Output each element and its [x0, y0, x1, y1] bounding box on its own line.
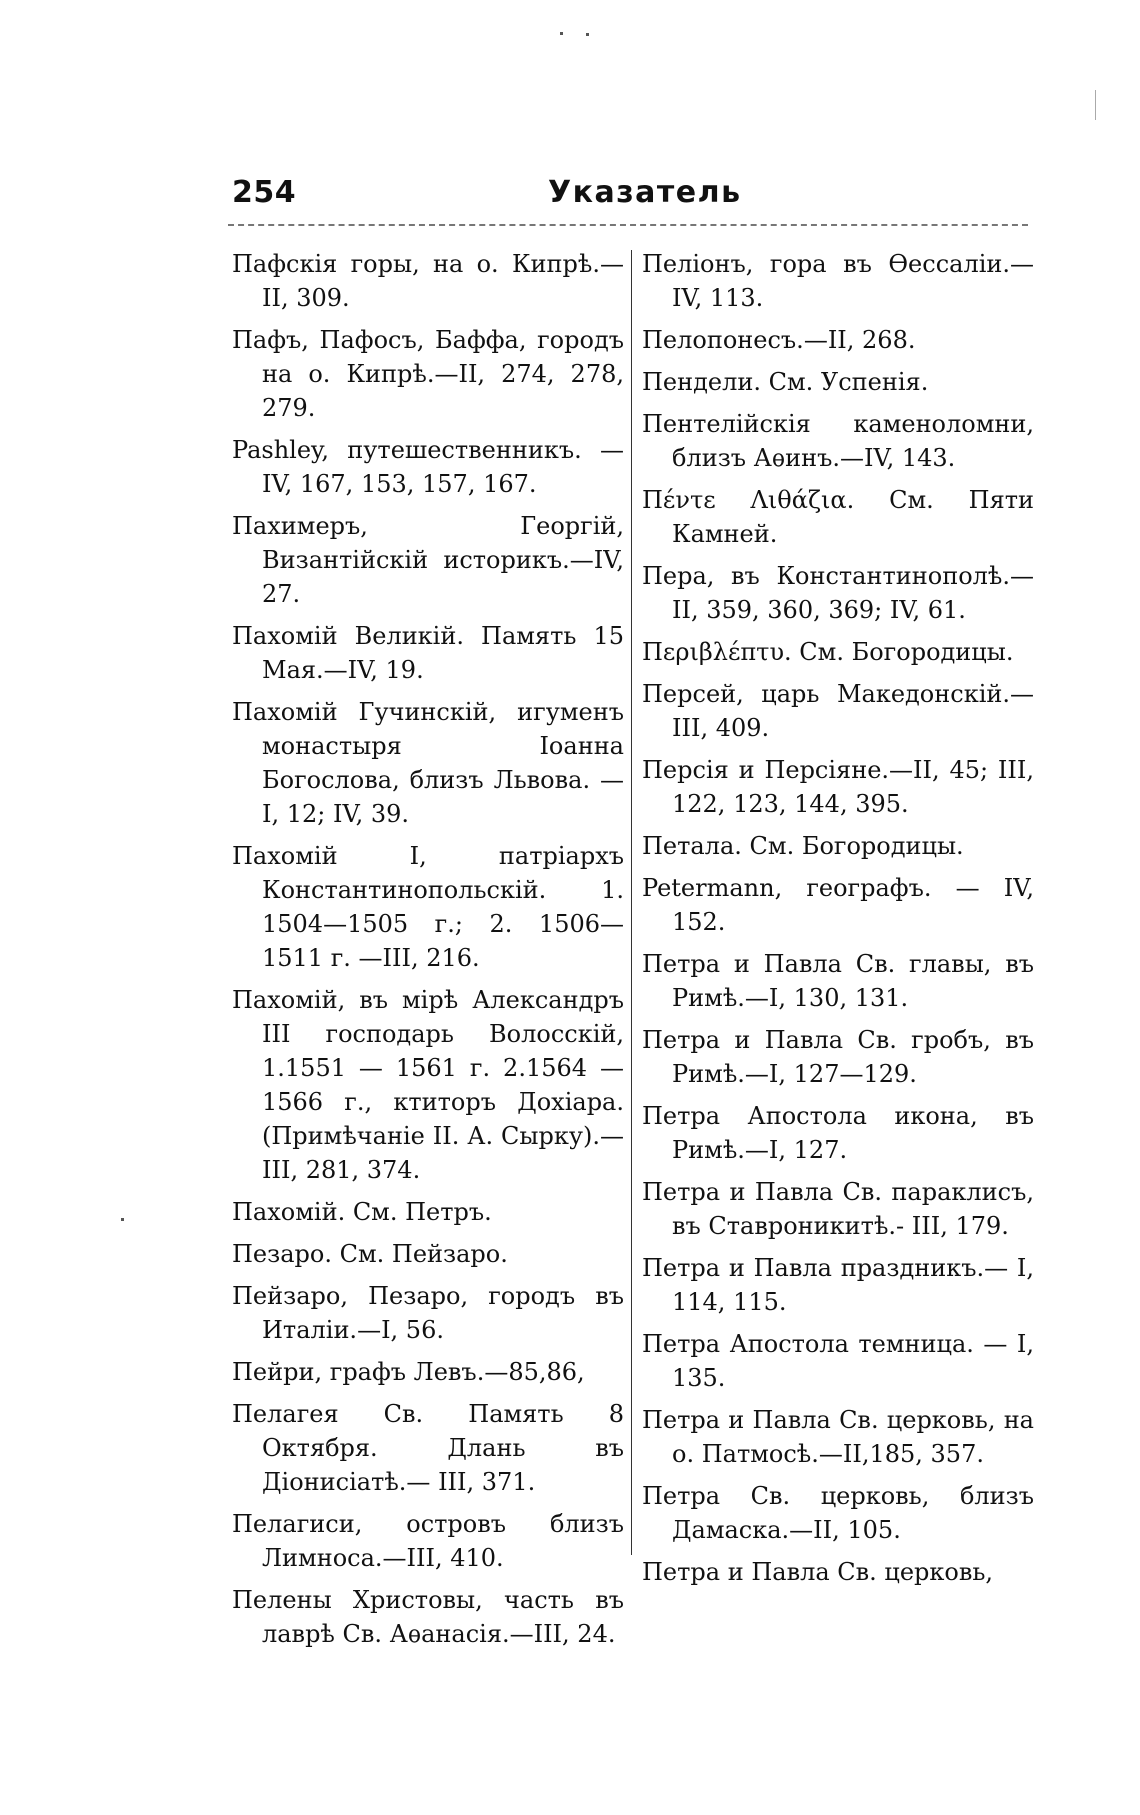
- index-column-right: [642, 247, 1034, 1597]
- index-column-left: [232, 247, 624, 1659]
- index-entry: Пелены Христовы, часть въ лаврѣ Св. Аѳанасія.—III, 24.: [232, 1586, 624, 1648]
- index-entry: Пафскія горы, на о. Кипрѣ.— II, 309.: [232, 250, 624, 312]
- index-entry: Пеліонъ, гора въ Ѳессаліи.— IV, 113.: [642, 250, 1034, 312]
- column-divider: [631, 250, 632, 1555]
- index-entry: Пейзаро, Пезаро, городъ въ Италіи.—I, 56.: [232, 1282, 624, 1344]
- scan-speck: [121, 1218, 124, 1221]
- index-entry: Πέντε Λιθάζια. См. Пяти Камней.: [642, 486, 1034, 548]
- scan-speck: [560, 32, 563, 35]
- index-entry: Pashley, путешественникъ. — IV, 167, 153, 157, 167.: [232, 436, 624, 498]
- index-entry: Петра Апостола икона, въ Римѣ.—I, 127.: [642, 1102, 1034, 1164]
- index-entry: Пахомій Гучинскій, игуменъ монастыря Іоанна Богослова, близъ Львова. — I, 12; IV, 39.: [232, 698, 624, 828]
- index-entry: Пейри, графъ Левъ.—85,86,: [232, 1358, 585, 1386]
- index-entry: Петра и Павла Св. параклисъ, въ Ставроникитѣ.- III, 179.: [642, 1178, 1034, 1240]
- index-entry: Петра и Павла праздникъ.— I, 114, 115.: [642, 1254, 1034, 1316]
- page-header: [228, 175, 1028, 221]
- index-entry: Петра Апостола темница. — I, 135.: [642, 1330, 1034, 1392]
- header-rule: [228, 224, 1028, 226]
- index-entry: Петра и Павла Св. церковь,: [642, 1558, 994, 1586]
- scan-speck: [586, 33, 589, 36]
- index-entry: Пахимеръ, Георгій, Византійскій историкъ.—IV, 27.: [232, 512, 624, 608]
- index-entry: Пелагея Св. Память 8 Октября. Длань въ Діонисіатѣ.— III, 371.: [232, 1400, 624, 1496]
- index-entry: Petermann, географъ. — IV, 152.: [642, 874, 1034, 936]
- index-entry: Пахомій, въ мірѣ Александръ III господарь Волосскій, 1.1551 — 1561 г. 2.1564 —1566 г., ктиторъ Дохіара. (Примѣчаніе II. А. Сырку).—III, 281, 374.: [232, 986, 624, 1184]
- index-entry: Петра Св. церковь, близъ Дамаска.—II, 105.: [642, 1482, 1034, 1544]
- scan-edge-mark: [1095, 90, 1096, 120]
- index-entry: Пахомій Великій. Память 15 Мая.—IV, 19.: [232, 622, 624, 684]
- index-entry: Пафъ, Пафосъ, Баффа, городъ на о. Кипрѣ.—II, 274, 278, 279.: [232, 326, 624, 422]
- index-entry: Пахомій I, патріархъ Константинопольскій. 1. 1504—1505 г.; 2. 1506—1511 г. —III, 216.: [232, 842, 624, 972]
- index-entry: Пелопонесъ.—II, 268.: [642, 326, 916, 354]
- index-entry: Пезаро. См. Пейзаро.: [232, 1240, 508, 1268]
- running-title: Указатель: [548, 175, 742, 210]
- index-entry: Персей, царь Македонскій.— III, 409.: [642, 680, 1034, 742]
- page-number: 254: [232, 175, 297, 210]
- index-entry: Пендели. См. Успенія.: [642, 368, 929, 396]
- index-entry: Περιβλέπτυ. См. Богородицы.: [642, 638, 1014, 666]
- index-entry: Пахомій. См. Петръ.: [232, 1198, 492, 1226]
- index-entry: Пентелійскія каменоломни, близъ Аѳинъ.—IV, 143.: [642, 410, 1034, 472]
- index-entry: Петала. См. Богородицы.: [642, 832, 964, 860]
- index-entry: Пера, въ Константинополѣ.— II, 359, 360, 369; IV, 61.: [642, 562, 1034, 624]
- index-entry: Персія и Персіяне.—II, 45; III, 122, 123, 144, 395.: [642, 756, 1034, 818]
- index-entry: Петра и Павла Св. церковь, на о. Патмосѣ.—II,185, 357.: [642, 1406, 1034, 1468]
- index-entry: Пелагиси, островъ близъ Лимноса.—III, 410.: [232, 1510, 624, 1572]
- index-entry: Петра и Павла Св. гробъ, въ Римѣ.—I, 127—129.: [642, 1026, 1034, 1088]
- index-entry: Петра и Павла Св. главы, въ Римѣ.—I, 130, 131.: [642, 950, 1034, 1012]
